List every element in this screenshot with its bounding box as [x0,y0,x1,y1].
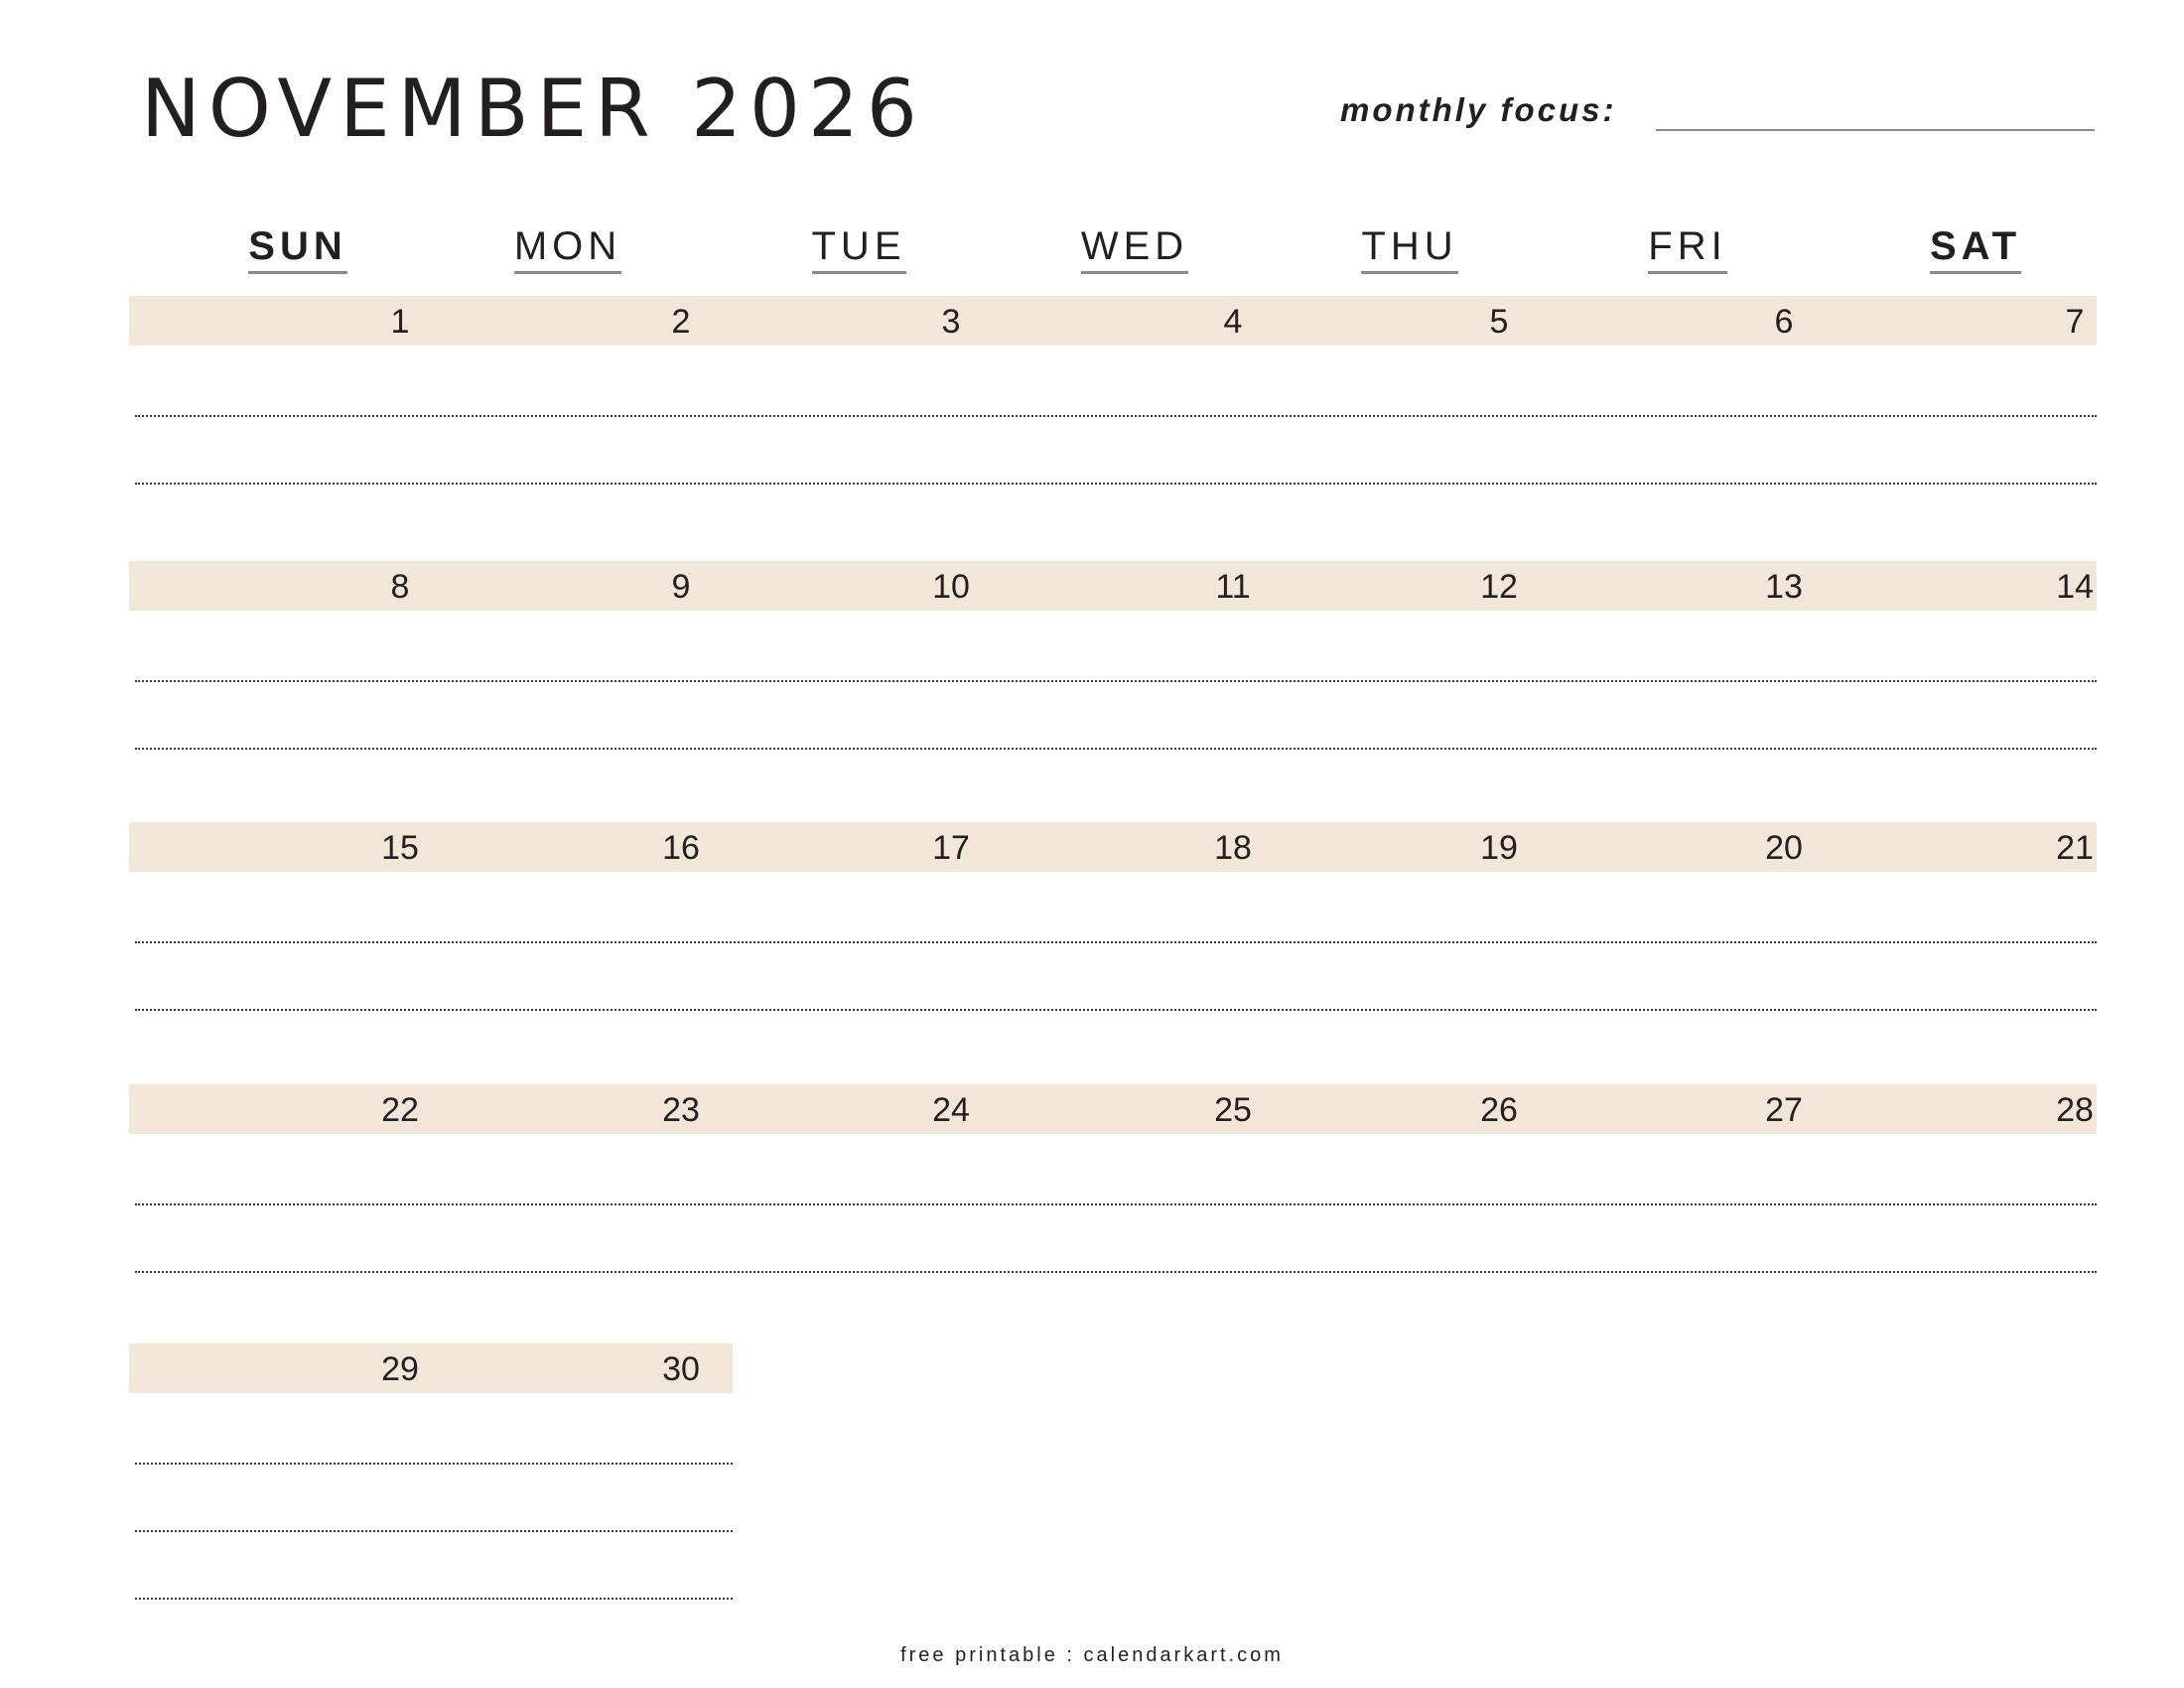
weekday-mon [469,226,667,274]
note-line[interactable] [135,748,2097,750]
note-line[interactable] [135,1009,2097,1011]
day-number[interactable]: 30 [662,1350,700,1388]
weekday-label: TUE [812,226,906,274]
monthly-focus-line[interactable] [1656,129,2095,131]
day-number[interactable]: 12 [1480,568,1518,606]
day-number[interactable]: 26 [1480,1091,1518,1129]
day-number[interactable]: 28 [2056,1091,2094,1129]
week-row [129,561,2097,829]
day-number[interactable]: 16 [662,829,700,867]
day-number[interactable]: 2 [671,303,691,341]
weekday-label: THU [1361,226,1457,274]
note-line[interactable] [135,941,2097,943]
note-line[interactable] [135,415,2097,417]
note-line[interactable] [135,1271,2097,1273]
day-number[interactable]: 27 [1765,1091,1803,1129]
note-line[interactable] [135,1598,733,1600]
day-number[interactable]: 11 [1215,568,1251,606]
week-row [129,822,2097,1090]
day-number[interactable]: 9 [671,568,691,606]
day-number[interactable]: 14 [2056,568,2094,606]
weekday-label: MON [514,226,621,274]
weekday-wed [1035,226,1234,274]
weekday-thu [1310,226,1509,274]
day-number[interactable]: 5 [1489,303,1509,341]
weekday-label: SUN [248,226,346,274]
week-row [129,1084,2097,1352]
note-line[interactable] [135,680,2097,682]
weekday-label: SAT [1930,226,2021,274]
day-number[interactable]: 21 [2056,829,2094,867]
page-title: NOVEMBER 2026 [141,63,925,155]
day-number[interactable]: 1 [390,303,410,341]
day-number[interactable]: 25 [1214,1091,1252,1129]
note-line[interactable] [135,483,2097,485]
day-number[interactable]: 13 [1765,568,1803,606]
day-number[interactable]: 22 [381,1091,419,1129]
day-number[interactable]: 7 [2065,303,2085,341]
weekday-sun [199,226,397,274]
day-number[interactable]: 19 [1480,829,1518,867]
weekday-tue [759,226,958,274]
note-line[interactable] [135,1530,733,1532]
day-number[interactable]: 24 [932,1091,970,1129]
day-number[interactable]: 10 [932,568,970,606]
day-number[interactable]: 3 [941,303,961,341]
weekday-fri [1588,226,1787,274]
day-number[interactable]: 6 [1774,303,1794,341]
day-number[interactable]: 17 [932,829,970,867]
day-number[interactable]: 15 [381,829,419,867]
week-row [129,1343,733,1612]
day-number[interactable]: 20 [1765,829,1803,867]
day-number[interactable]: 29 [381,1350,419,1388]
day-number[interactable]: 23 [662,1091,700,1129]
weekday-label: FRI [1648,226,1726,274]
weekday-label: WED [1081,226,1188,274]
footer-credit: free printable : calendarkart.com [900,1644,1284,1666]
day-number[interactable]: 18 [1214,829,1252,867]
note-line[interactable] [135,1463,733,1465]
note-line[interactable] [135,1203,2097,1205]
day-number[interactable]: 8 [390,568,410,606]
weekday-sat [1876,226,2075,274]
monthly-focus-label: monthly focus: [1340,91,1617,128]
week-row [129,296,2097,564]
day-number[interactable]: 4 [1223,303,1243,341]
